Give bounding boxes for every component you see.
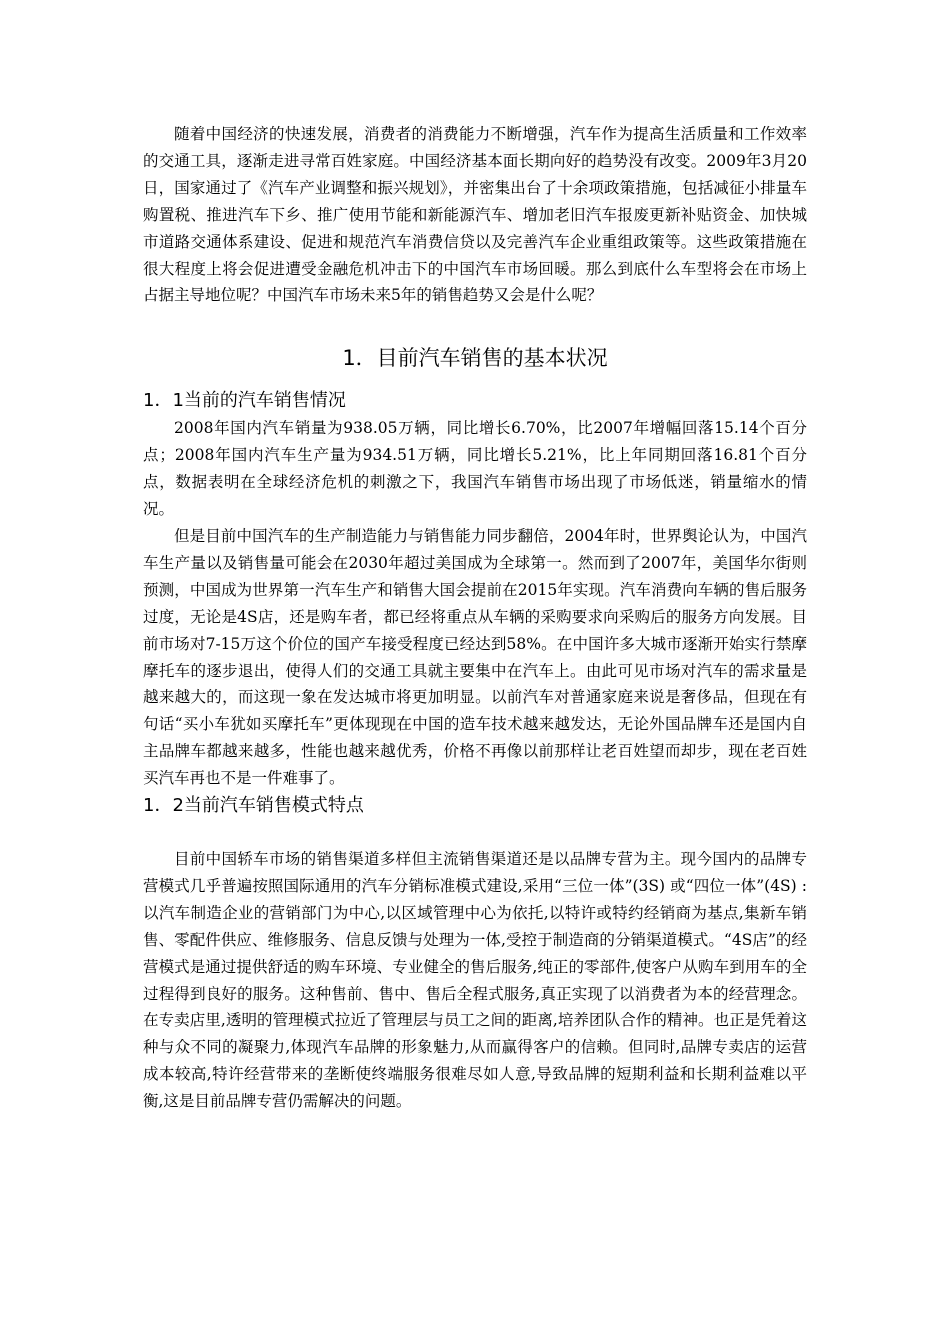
subsection-1-2-paragraph-1: 目前中国轿车市场的销售渠道多样但主流销售渠道还是以品牌专营为主。现今国内的品牌专营模式几乎普遍按照国际通用的汽车分销标准模式建设,采用“三位一体”(3S) 或“四位一体”(4S) :以汽车制造企业的营销部门为中心,以区域管理中心为依托,以特许或特约经销商为基点,集新车销售、零配件供应、维修服务、信息反馈与处理为一体,受控于制造商的分销渠道模式。“4S店”的经营模式是通过提供舒适的购车环境、专业健全的售后服务,纯正的零部件,使客户从购车到用车的全过程得到良好的服务。这种售前、售中、售后全程式服务,真正实现了以消费者为本的经营理念。在专卖店里,透明的管理模式拉近了管理层与员工之间的距离,培养团队合作的精神。也正是凭着这种与众不同的凝聚力,体现汽车品牌的形象魅力,从而赢得客户的信赖。但同时,品牌专卖店的运营成本较高,特许经营带来的垄断使终端服务很难尽如人意,导致品牌的短期利益和长期利益难以平衡,这是目前品牌专营仍需解决的问题。 [143, 850, 807, 1111]
document-page [143, 121, 807, 1115]
subsection-1-2-heading: 1．2当前汽车销售模式特点 [143, 795, 364, 817]
section-1-heading: 1．目前汽车销售的基本状况 [342, 346, 608, 371]
subsection-1-1-paragraph-1: 2008年国内汽车销量为938.05万辆，同比增长6.70%，比2007年增幅回落15.14个百分点；2008年国内汽车生产量为934.51万辆，同比增长5.21%，比上年同期回落16.81个百分点，数据表明在全球经济危机的刺激之下，我国汽车销售市场出现了市场低迷，销量缩水的情况。 [143, 419, 807, 519]
subsection-1-1-heading: 1．1当前的汽车销售情况 [143, 390, 346, 412]
spacer [143, 820, 807, 846]
subsection-1-1-paragraph-2: 但是目前中国汽车的生产制造能力与销售能力同步翻倍，2004年时，世界舆论认为，中国汽车生产量以及销售量可能会在2030年超过美国成为全球第一。然而到了2007年，美国华尔街则预测，中国成为世界第一汽车生产和销售大国会提前在2015年实现。汽车消费向车辆的售后服务过度，无论是4S店，还是购车者，都已经将重点从车辆的采购要求向采购后的服务方向发展。目前市场对7-15万这个价位的国产车接受程度已经达到58%。在中国许多大城市逐渐开始实行禁摩摩托车的逐步退出，使得人们的交通工具就主要集中在汽车上。由此可见市场对汽车的需求量是越来越大的，而这现一象在发达城市将更加明显。以前汽车对普通家庭来说是奢侈品，但现在有句话“买小车犹如买摩托车”更体现现在中国的造车技术越来越发达，无论外国品牌车还是国内自主品牌车都越来越多，性能也越来越优秀，价格不再像以前那样让老百姓望而却步，现在老百姓买汽车再也不是一件难事了。 [143, 526, 807, 788]
intro-paragraph: 随着中国经济的快速发展，消费者的消费能力不断增强，汽车作为提高生活质量和工作效率的交通工具，逐渐走进寻常百姓家庭。中国经济基本面长期向好的趋势没有改变。2009年3月20日，国家通过了《汽车产业调整和振兴规划》，并密集出台了十余项政策措施，包括减征小排量车购置税、推进汽车下乡、推广使用节能和新能源汽车、增加老旧汽车报废更新补贴资金、加快城市道路交通体系建设、促进和规范汽车消费信贷以及完善汽车企业重组政策等。这些政策措施在很大程度上将会促进遭受金融危机冲击下的中国汽车市场回暖。那么到底什么车型将会在市场上占据主导地位呢？中国汽车市场未来5年的销售趋势又会是什么呢？ [143, 125, 807, 305]
